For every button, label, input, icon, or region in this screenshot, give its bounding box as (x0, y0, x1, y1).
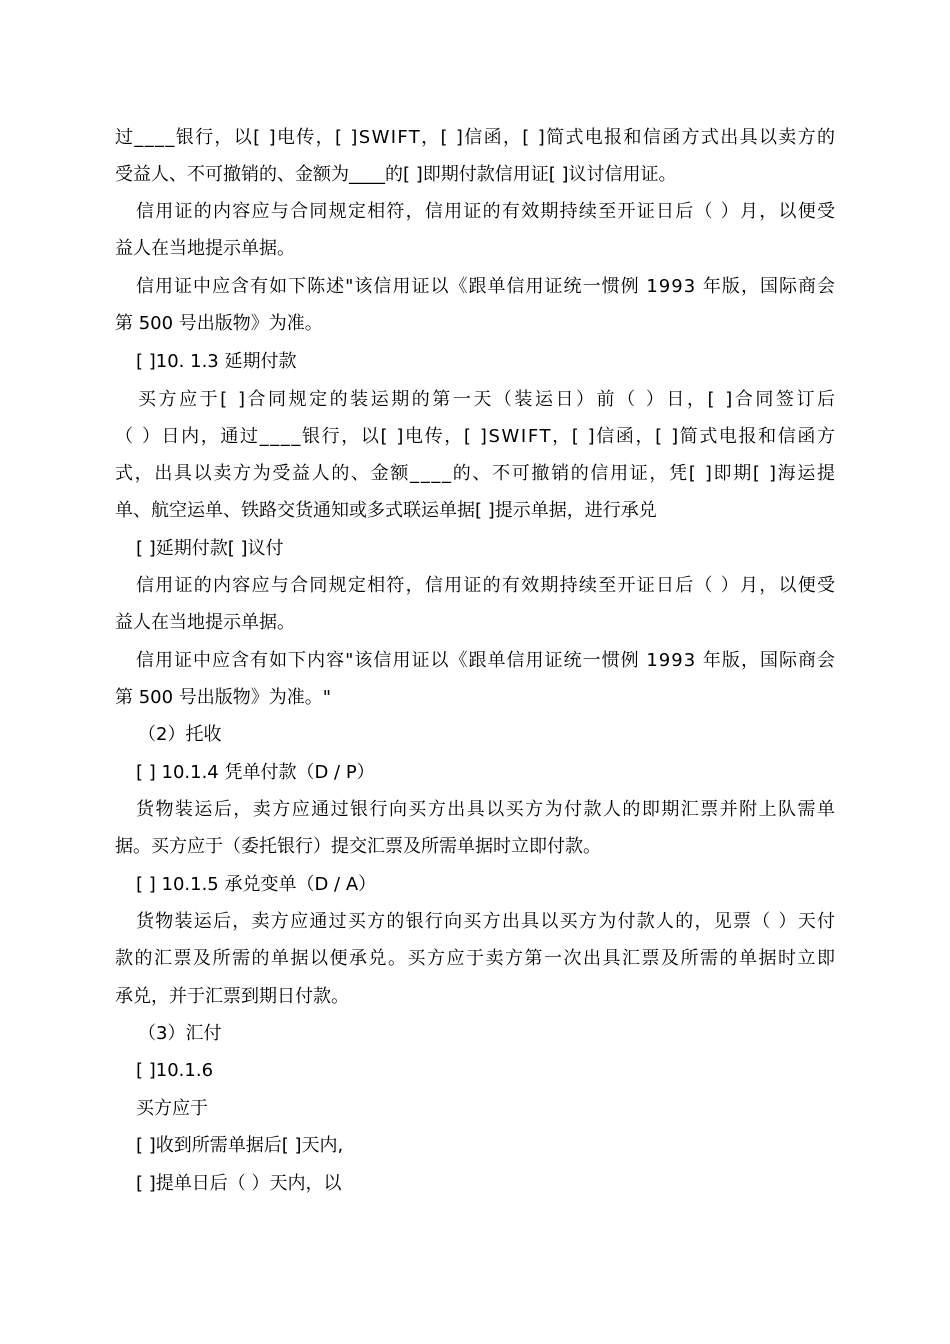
text-line: 信用证中应含有如下陈述"该信用证以《跟单信用证统一惯例 1993 年版，国际商会 (136, 276, 837, 297)
text-line: 据。买方应于（委托银行）提交汇票及所需单据时立即付款。 (115, 836, 601, 857)
text-line: 单、航空运单、铁路交货通知或多式联运单据[ ]提示单据，进行承兑 (115, 500, 657, 521)
text-line: [ ]提单日后（ ）天内，以 (136, 1173, 342, 1194)
text-line: 信用证的内容应与合同规定相符，信用证的有效期持续至开证日后（ ）月，以便受 (136, 575, 837, 596)
text-line: 货物装运后，卖方应通过买方的银行向买方出具以买方为付款人的，见票（ ）天付 (136, 911, 837, 932)
text-line: 第 500 号出版物》为准。" (115, 687, 332, 708)
text-line: 式，出具以卖方为受益人的、金额____的、不可撤销的信用证，凭[ ]即期[ ]海运提 (115, 463, 837, 484)
section-heading: （2）托收 (138, 724, 222, 745)
text-line: 过____银行，以[ ]电传，[ ]SWIFT，[ ]信函，[ ]简式电报和信函方式出具以卖方的 (115, 127, 837, 148)
text-line: 益人在当地提示单据。 (115, 238, 295, 259)
text-line: （ ）日内，通过____银行，以[ ]电传，[ ]SWIFT，[ ]信函，[ ]简式电报和信函方 (115, 426, 837, 447)
text-line: 买方应于 (136, 1098, 208, 1119)
text-line: [ ]延期付款[ ]议付 (136, 538, 284, 559)
text-line: 益人在当地提示单据。 (115, 612, 295, 633)
text-line: 第 500 号出版物》为准。 (115, 313, 323, 334)
text-line: 货物装运后，卖方应通过银行向买方出具以买方为付款人的即期汇票并附上队需单 (136, 799, 837, 820)
text-line: [ ]收到所需单据后[ ]天内, (136, 1135, 344, 1156)
section-heading: [ ]10. 1.3 延期付款 (136, 351, 297, 372)
section-heading: [ ] 10.1.5 承兑变单（D / A） (136, 874, 377, 895)
text-line: 信用证的内容应与合同规定相符，信用证的有效期持续至开证日后（ ）月，以便受 (136, 201, 837, 222)
text-line: 款的汇票及所需的单据以便承兑。买方应于卖方第一次出具汇票及所需的单据时立即 (115, 948, 837, 969)
section-heading: [ ] 10.1.4 凭单付款（D / P） (136, 762, 375, 783)
text-line: 买方应于[ ]合同规定的装运期的第一天（装运日）前（ ）日，[ ]合同签订后 (138, 389, 838, 410)
text-line: 信用证中应含有如下内容"该信用证以《跟单信用证统一惯例 1993 年版，国际商会 (136, 650, 837, 671)
section-heading: [ ]10.1.6 (136, 1060, 214, 1081)
text-line: 承兑，并于汇票到期日付款。 (115, 986, 349, 1007)
text-line: 受益人、不可撤销的、金额为____的[ ]即期付款信用证[ ]议讨信用证。 (115, 164, 677, 185)
section-heading: （3）汇付 (138, 1023, 222, 1044)
